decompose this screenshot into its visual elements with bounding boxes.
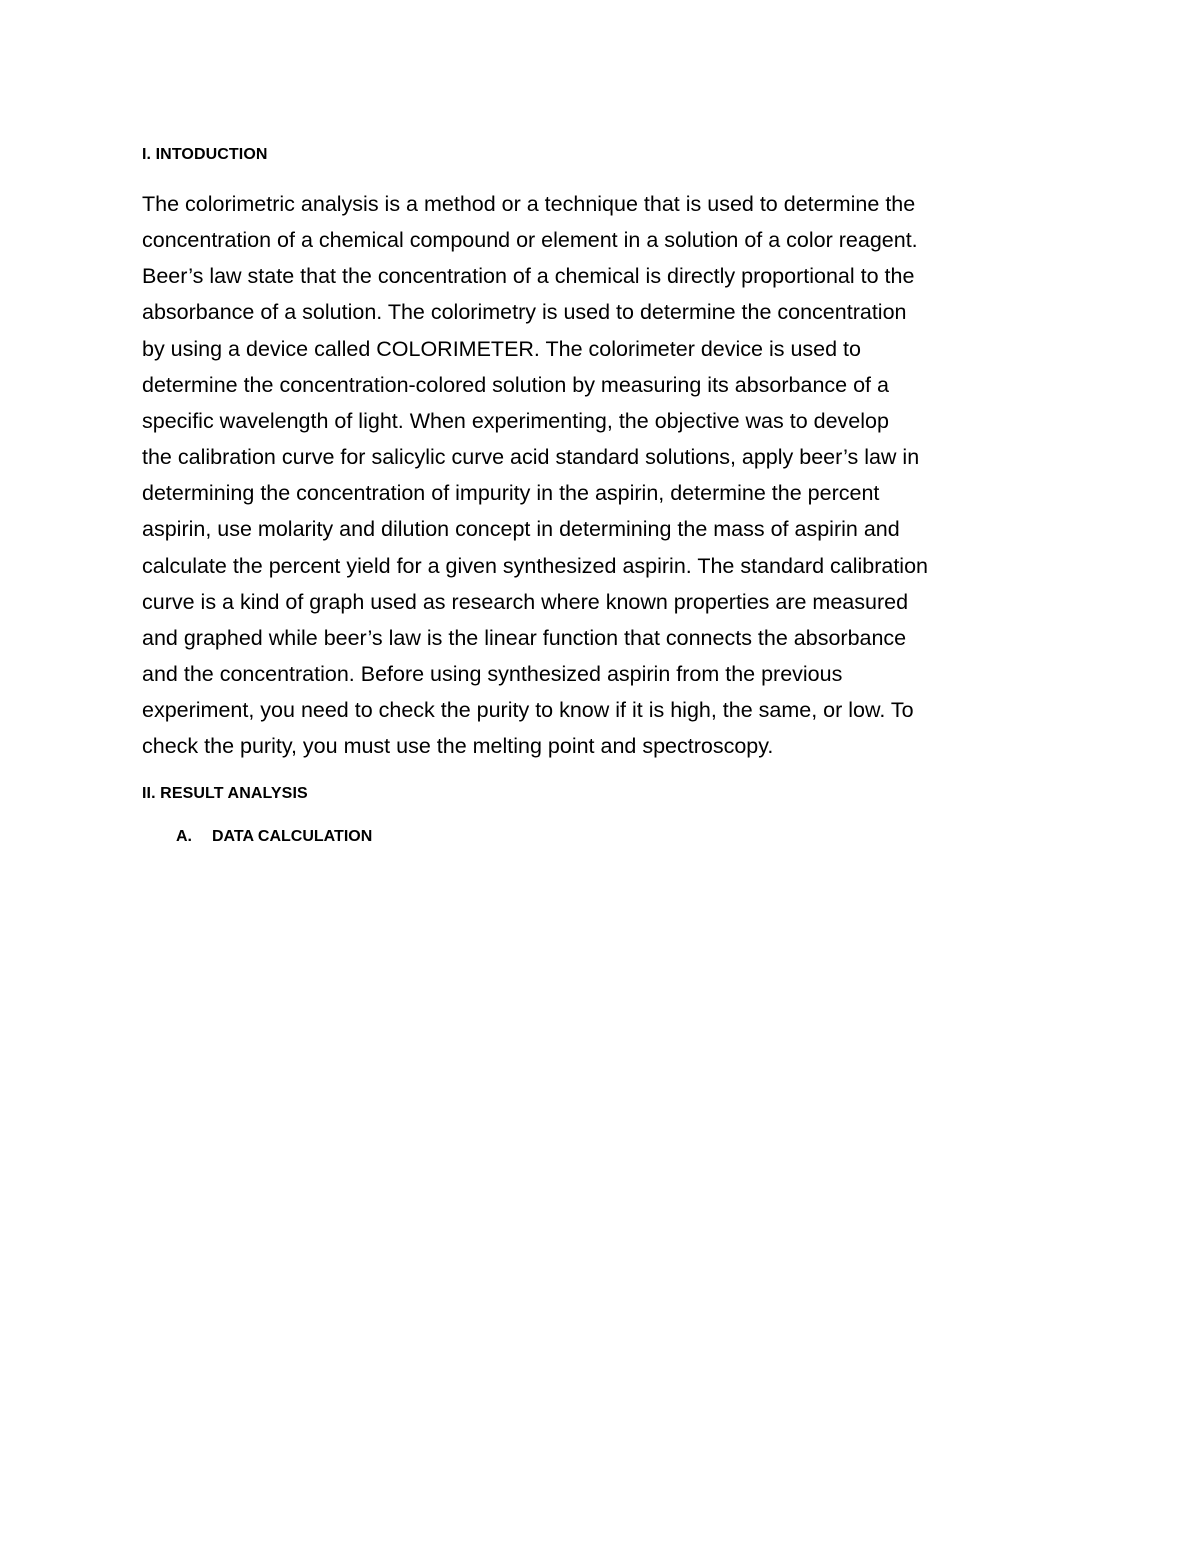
paragraph-line: by using a device called COLORIMETER. The colorimeter device is used to bbox=[142, 336, 861, 361]
paragraph-line: The colorimetric analysis is a method or a technique that is used to determine the bbox=[142, 192, 916, 216]
paragraph-line: aspirin, use molarity and dilution concept in determining the mass of aspirin and bbox=[142, 517, 900, 542]
paragraph-line: calculate the percent yield for a given synthesized aspirin. The standard calibration bbox=[142, 553, 928, 578]
paragraph-line: the calibration curve for salicylic curve acid standard solutions, apply beer’s law in bbox=[142, 445, 920, 470]
paragraph-line: experiment, you need to check the purity to know if it is high, the same, or low. To bbox=[142, 698, 914, 723]
paragraph-line: absorbance of a solution. The colorimetry is used to determine the concentration bbox=[142, 300, 907, 325]
paragraph-line: specific wavelength of light. When experimenting, the objective was to develop bbox=[142, 408, 889, 433]
list-marker: A. bbox=[176, 828, 192, 845]
paragraph-line: check the purity, you must use the melting point and spectroscopy. bbox=[142, 734, 774, 759]
paragraph-line: determining the concentration of impurity in the aspirin, determine the percent bbox=[142, 481, 880, 506]
paragraph-line: and the concentration. Before using synthesized aspirin from the previous bbox=[142, 662, 843, 687]
paragraph-line: determine the concentration-colored solution by measuring its absorbance of a bbox=[142, 372, 889, 397]
result-analysis-heading: II. RESULT ANALYSIS bbox=[142, 785, 308, 802]
paragraph-line: and graphed while beer’s law is the linear function that connects the absorbance bbox=[142, 625, 907, 650]
paragraph-line: Beer’s law state that the concentration of a chemical is directly proportional to the bbox=[142, 264, 915, 289]
paragraph-line: concentration of a chemical compound or element in a solution of a color reagent. bbox=[142, 228, 918, 253]
introduction-paragraph bbox=[142, 186, 1062, 765]
introduction-heading: I. INTODUCTION bbox=[142, 146, 268, 163]
data-calculation-label: DATA CALCULATION bbox=[212, 828, 373, 845]
data-calculation-subheading bbox=[176, 828, 372, 846]
paragraph-line: curve is a kind of graph used as research where known properties are measured bbox=[142, 589, 909, 614]
